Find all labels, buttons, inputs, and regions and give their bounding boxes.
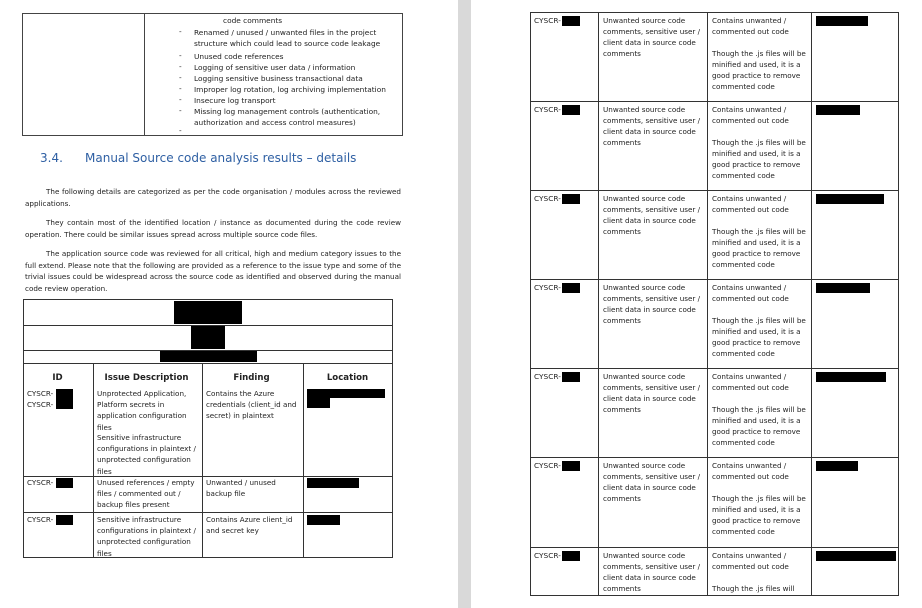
table-cell-description: Sensitive infrastructure configurations in plaintext / unprotected configuration files <box>97 433 196 476</box>
finding-text: Though the .js files will be minified and used, it is a good practice to remove commented code <box>712 405 806 447</box>
bullet: - <box>179 106 182 115</box>
table-row <box>531 102 898 191</box>
table-row <box>531 280 898 369</box>
table-cell-finding <box>712 460 812 537</box>
redacted-block <box>816 194 884 204</box>
table-row <box>531 458 898 548</box>
table-rule <box>24 363 392 364</box>
paragraph: They contain most of the identified location / instance as documented during the code review operation. There could be similar issues spread across multiple source code files. <box>25 218 401 239</box>
bullet: - <box>179 84 182 93</box>
table-cell-description: Unwanted source code comments, sensitive user / client data in source code comments <box>603 16 701 58</box>
table-cell-description: Unused references / empty files / commented out / backup files present <box>97 478 195 510</box>
bullet: - <box>179 73 182 82</box>
table-cell-id: CYSCR- <box>534 372 561 381</box>
column-header: Issue Description <box>104 373 189 383</box>
table-rule <box>24 512 392 513</box>
finding-text: Though the .js files will be minified and used, it is a good practice to remove commented code <box>712 49 806 91</box>
table-cell-description: Unprotected Application, Platform secrets in application configuration files <box>97 389 187 432</box>
redacted-block <box>307 389 385 398</box>
table-text: code comments <box>223 16 283 25</box>
bullet: - <box>179 51 182 60</box>
table-divider <box>202 363 203 557</box>
page-gutter <box>458 0 471 608</box>
finding-text: Contains unwanted / commented out code <box>712 372 789 392</box>
redacted-block <box>562 194 580 204</box>
redacted-block <box>56 389 73 399</box>
table-cell-description: Unwanted source code comments, sensitive user / client data in source code comments <box>603 372 701 414</box>
table-cell-finding <box>712 193 812 270</box>
list-item: Renamed / unused / unwanted files in the project structure which could lead to source code leakage <box>194 28 381 48</box>
document-page-right <box>471 0 922 608</box>
redacted-block <box>307 515 340 525</box>
list-item: Logging of sensitive user data / information <box>194 63 356 72</box>
table-cell-finding: Unwanted / unused backup file <box>206 478 276 499</box>
redacted-block <box>307 478 359 488</box>
column-header: Location <box>326 373 369 383</box>
table-cell-id: CYSCR- <box>27 515 54 524</box>
table-cell-id: CYSCR- <box>27 400 54 409</box>
redacted-block <box>56 399 73 409</box>
redacted-block <box>174 301 242 324</box>
redacted-block <box>816 16 868 26</box>
paragraph: The application source code was reviewed for all critical, high and medium category issues to the full extend. Please note that the following are provided as a reference to the issue type and some of the trivial issues could be widespread across the source code as identified and observed during the manual code review operation. <box>25 249 401 293</box>
list-item: Improper log rotation, log archiving implementation <box>194 85 386 94</box>
redacted-block <box>56 478 73 488</box>
finding-text: Though the .js files will <box>712 584 795 593</box>
redacted-block <box>56 515 73 525</box>
bullet: - <box>179 95 182 104</box>
finding-text: Contains unwanted / commented out code <box>712 283 789 303</box>
findings-table-continued <box>530 12 899 596</box>
bullet: - <box>179 62 182 71</box>
table-cell-description: Unwanted source code comments, sensitive user / client data in source code comments <box>603 551 701 593</box>
redacted-block <box>816 105 860 115</box>
bullet: - <box>179 126 182 135</box>
redacted-block <box>307 398 330 408</box>
section-title: Manual Source code analysis results – details <box>85 151 357 165</box>
redacted-block <box>160 351 257 362</box>
redacted-block <box>816 461 858 471</box>
finding-text: Though the .js files will be minified and used, it is a good practice to remove commented code <box>712 227 806 269</box>
table-divider <box>303 363 304 557</box>
finding-text: Contains unwanted / commented out code <box>712 461 789 481</box>
paragraph: The following details are categorized as per the code organisation / modules across the reviewed applications. <box>25 187 401 208</box>
redacted-block <box>562 461 580 471</box>
table-cell-finding <box>712 15 812 92</box>
table-cell-id: CYSCR- <box>534 194 561 203</box>
table-cell-id: CYSCR- <box>534 283 561 292</box>
table-cell-id: CYSCR- <box>534 551 561 560</box>
table-cell-description: Unwanted source code comments, sensitive user / client data in source code comments <box>603 105 701 147</box>
finding-text: Though the .js files will be minified and used, it is a good practice to remove commented code <box>712 316 806 358</box>
table-cell-finding <box>712 371 812 448</box>
redacted-block <box>191 326 225 349</box>
section-number: 3.4. <box>40 151 63 165</box>
document-page-left <box>0 0 458 608</box>
table-cell-id: CYSCR- <box>534 461 561 470</box>
table-cell-finding <box>712 550 812 594</box>
table-cell-id: CYSCR- <box>27 389 54 398</box>
list-item: Missing log management controls (authentication, authorization and access control measures) <box>194 107 381 127</box>
table-row <box>531 191 898 280</box>
table-row <box>531 548 898 596</box>
finding-text: Though the .js files will be minified and used, it is a good practice to remove commented code <box>712 138 806 180</box>
finding-text: Contains unwanted / commented out code <box>712 16 789 36</box>
redacted-block <box>816 283 870 293</box>
finding-text: Though the .js files will be minified and used, it is a good practice to remove commented code <box>712 494 806 536</box>
finding-text: Contains unwanted / commented out code <box>712 105 789 125</box>
column-header: ID <box>52 373 63 383</box>
section-heading <box>40 151 356 165</box>
table-cell-description: Sensitive infrastructure configurations in plaintext / unprotected configuration files <box>97 515 196 558</box>
table-cell-description: Unwanted source code comments, sensitive user / client data in source code comments <box>603 461 701 503</box>
table-cell-id: CYSCR- <box>534 105 561 114</box>
table-cell-finding <box>712 282 812 359</box>
table-cell-description: Unwanted source code comments, sensitive user / client data in source code comments <box>603 283 701 325</box>
table-cell-description: Unwanted source code comments, sensitive user / client data in source code comments <box>603 194 701 236</box>
list-item: Unused code references <box>194 52 284 61</box>
redacted-block <box>562 551 580 561</box>
redacted-block <box>562 105 580 115</box>
bullet: - <box>179 27 182 36</box>
table-divider <box>144 14 145 135</box>
column-header: Finding <box>233 373 270 383</box>
continuation-table <box>22 13 403 136</box>
redacted-block <box>816 372 886 382</box>
list-item: Logging sensitive business transactional data <box>194 74 363 83</box>
table-cell-finding: Contains the Azure credentials (client_id and secret) in plaintext <box>206 389 297 421</box>
table-row <box>531 369 898 458</box>
table-cell-id: CYSCR- <box>27 478 54 487</box>
redacted-block <box>816 551 896 561</box>
list-item: Insecure log transport <box>194 96 276 105</box>
table-cell-finding: Contains Azure client_id and secret key <box>206 515 293 536</box>
table-cell-finding <box>712 104 812 181</box>
finding-text: Contains unwanted / commented out code <box>712 194 789 214</box>
table-divider <box>93 363 94 557</box>
table-cell-id: CYSCR- <box>534 16 561 25</box>
redacted-block <box>562 372 580 382</box>
finding-text: Contains unwanted / commented out code <box>712 551 789 571</box>
redacted-block <box>562 283 580 293</box>
table-row <box>531 13 898 102</box>
redacted-block <box>562 16 580 26</box>
